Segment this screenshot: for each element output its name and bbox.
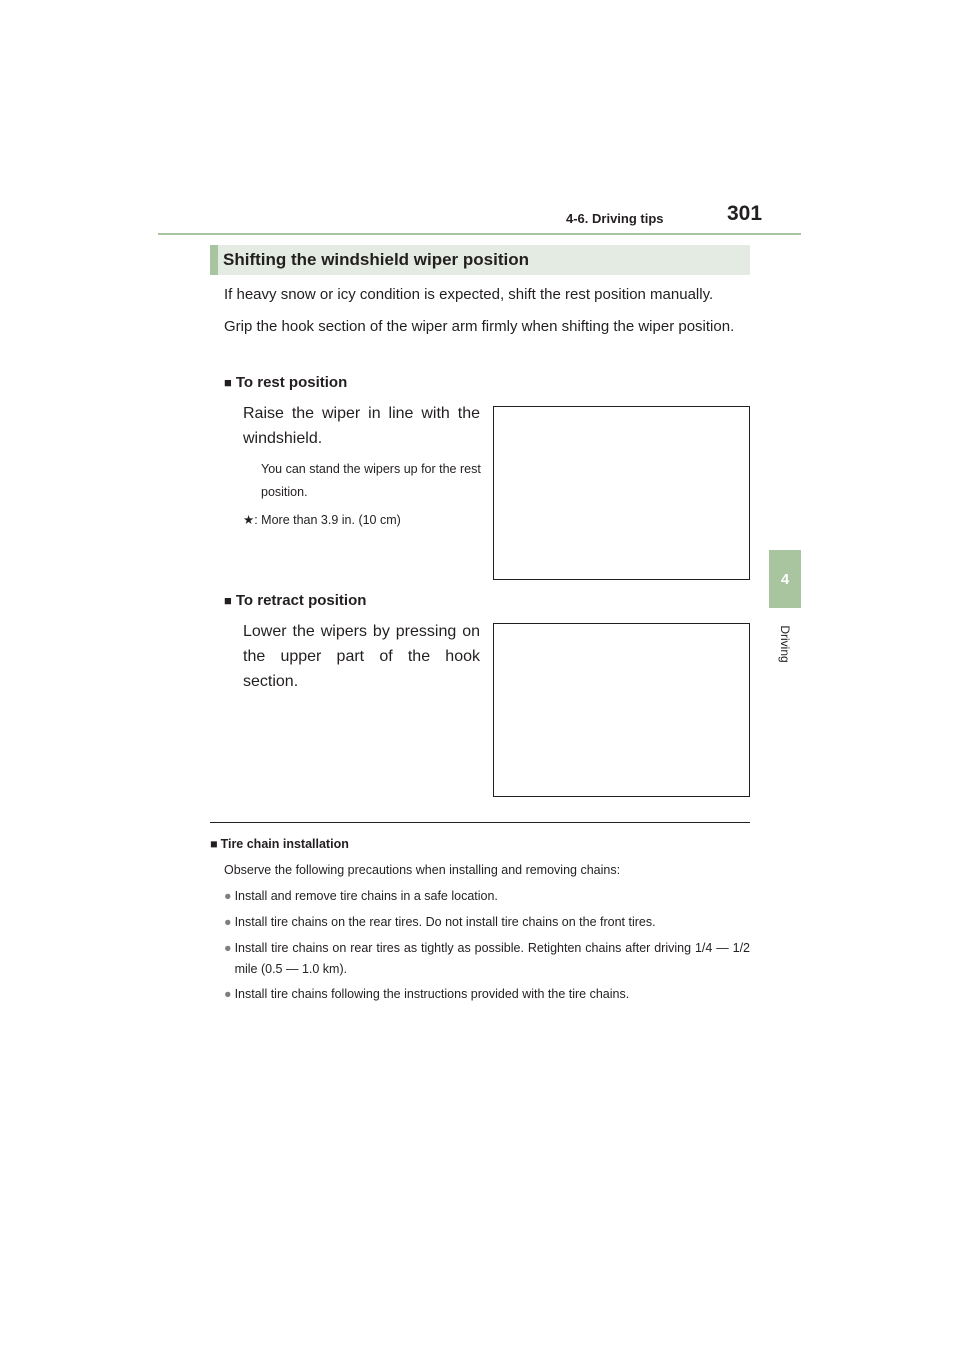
bullet-icon: ● [224,987,232,1001]
retract-position-illustration [493,623,750,797]
section-title: Shifting the windshield wiper position [223,250,529,269]
chapter-tab [769,550,801,608]
tire-chain-heading [210,834,349,855]
intro-paragraph-2: Grip the hook section of the wiper arm firmly when shifting the wiper position. [224,318,735,335]
square-marker-icon: ■ [224,375,232,390]
retract-position-heading [224,588,366,613]
star-note-text: : More than 3.9 in. (10 cm) [254,513,401,527]
square-marker-icon: ■ [224,593,232,608]
bullet-icon: ● [224,941,232,955]
bullet-icon: ● [224,915,232,929]
tire-chain-bullet-4 [224,984,750,1005]
chapter-label [778,614,792,674]
rest-position-illustration [493,406,750,580]
tire-chain-intro: Observe the following precautions when installing and removing chains: [224,863,621,877]
bullet-text: Install tire chains on rear tires as tightly as possible. Retighten chains after driving 1/4 — 1/2 mile (0.5 — 1.0 km). [234,941,750,976]
square-marker-icon: ■ [210,837,218,851]
header-section-title: 4-6. Driving tips [566,211,664,226]
bullet-icon: ● [224,889,232,903]
section-heading-bar [210,245,750,275]
intro-paragraph-1: If heavy snow or icy condition is expected, shift the rest position manually. [224,286,714,303]
tire-chain-bullet-2 [224,912,750,933]
retract-position-instruction: Lower the wipers by pressing on the upper part of the hook section. [243,623,480,690]
rest-position-heading [224,370,347,395]
tire-chain-bullet-3 [224,938,750,980]
tire-chain-bullet-1 [224,886,750,907]
rest-position-star-note [243,510,401,531]
rest-position-instruction: Raise the wiper in line with the windshield. [243,405,480,447]
chapter-number: 4 [780,570,790,588]
rest-position-heading-text: To rest position [235,374,348,391]
retract-position-heading-text: To retract position [235,592,367,609]
rest-position-note: You can stand the wipers up for the rest position. [261,462,481,499]
bullet-text: Install tire chains following the instructions provided with the tire chains. [234,987,630,1001]
chapter-label-text: Driving [778,625,792,663]
page-number: 301 [727,202,763,225]
header-rule [158,233,801,235]
bullet-text: Install and remove tire chains in a safe location. [234,889,498,903]
tire-chain-heading-text: Tire chain installation [220,837,349,851]
bullet-text: Install tire chains on the rear tires. Do not install tire chains on the front tires. [234,915,656,929]
star-icon: ★ [243,513,255,527]
notes-divider [210,822,750,823]
